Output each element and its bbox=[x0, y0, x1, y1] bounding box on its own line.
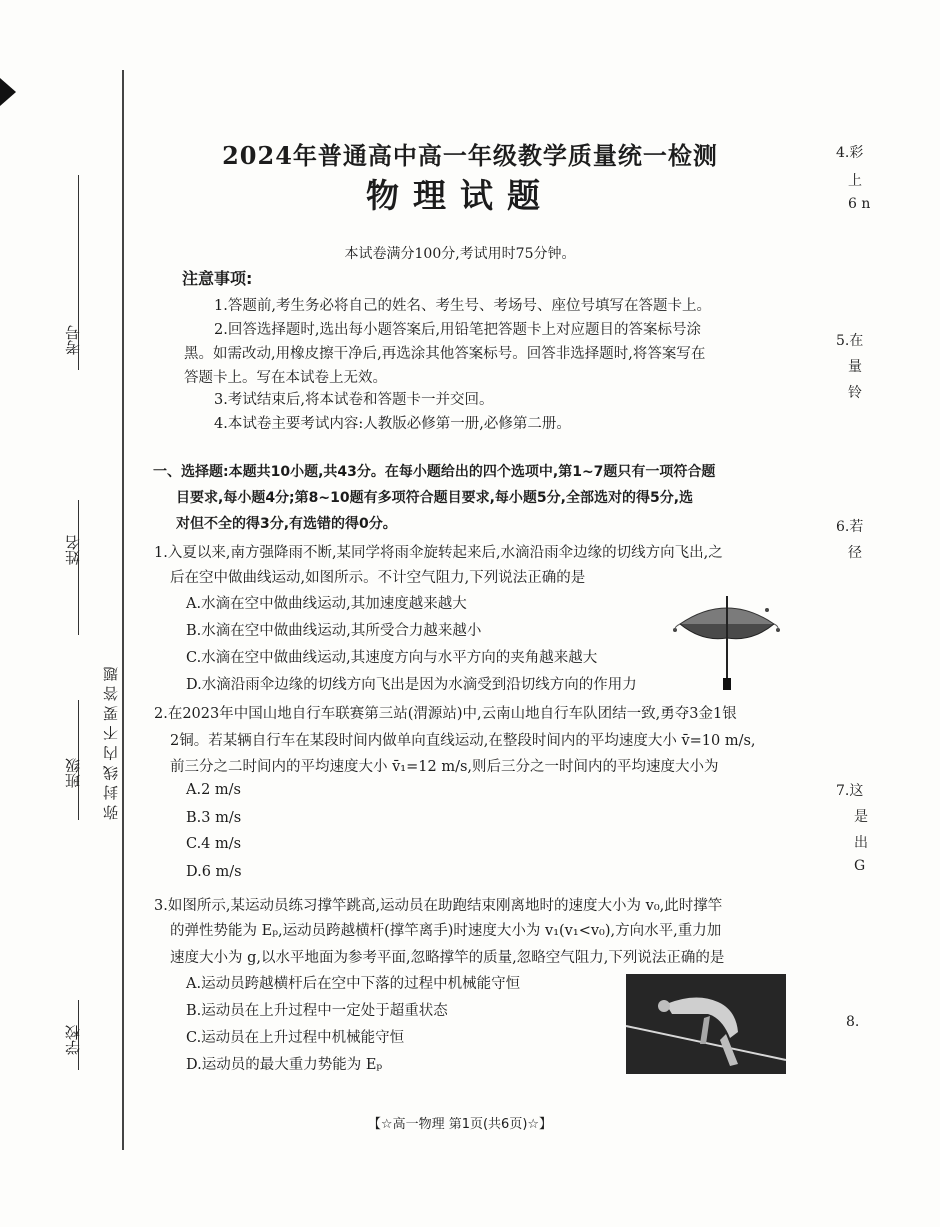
notice-line: 4.本试卷主要考试内容:人教版必修第一册,必修第二册。 bbox=[214, 416, 571, 432]
question-1-option-b: B.水滴在空中做曲线运动,其所受合力越来越小 bbox=[186, 623, 482, 639]
edge-fragment: 上 bbox=[848, 173, 862, 189]
edge-fragment: 5.在 bbox=[836, 333, 864, 349]
edge-fragment: 量 bbox=[848, 359, 862, 375]
section-instruction: 目要求,每小题4分;第8~10题有多项符合题目要求,每小题5分,全部选对的得5分,选 bbox=[176, 490, 694, 506]
question-2-stem: 2铜。若某辆自行车在某段时间内做单向直线运动,在整段时间内的平均速度大小 v̄=10 m/s, bbox=[170, 733, 756, 749]
edge-fragment: 径 bbox=[848, 545, 862, 561]
question-2-stem: 2.在2023年中国山地自行车联赛第三站(渭源站)中,云南山地自行车队团结一致,勇夺3金1银 bbox=[154, 706, 737, 722]
edge-fragment: 8. bbox=[846, 1014, 860, 1030]
margin-label-name: 姓名 bbox=[64, 535, 82, 565]
spinning-umbrella-figure bbox=[672, 594, 782, 694]
section-instruction: 对但不全的得3分,有选错的得0分。 bbox=[176, 516, 397, 532]
notice-heading: 注意事项: bbox=[182, 269, 253, 288]
notice-line: 答题卡上。写在本试卷上无效。 bbox=[184, 370, 387, 386]
notice-line: 2.回答选择题时,选出每小题答案后,用铅笔把答题卡上对应题目的答案标号涂 bbox=[214, 322, 702, 338]
margin-rule-2 bbox=[78, 500, 79, 635]
question-1-stem: 1.入夏以来,南方强降雨不断,某同学将雨伞旋转起来后,水滴沿雨伞边缘的切线方向飞出,之 bbox=[154, 545, 723, 561]
question-3-option-a: A.运动员跨越横杆后在空中下落的过程中机械能守恒 bbox=[186, 976, 521, 992]
edge-fragment: 出 bbox=[854, 835, 868, 851]
exam-title-top: 2024年普通高中高一年级教学质量统一检测 bbox=[222, 141, 718, 170]
edge-fragment: 是 bbox=[854, 809, 868, 825]
edge-fragment: G bbox=[854, 858, 866, 874]
seal-warning-text: 弥 封 线 内 不 要 答 题 bbox=[102, 666, 120, 820]
notice-line: 1.答题前,考生务必将自己的姓名、考生号、考场号、座位号填写在答题卡上。 bbox=[214, 298, 711, 314]
question-3-stem: 的弹性势能为 Eₚ,运动员跨越横杆(撑竿离手)时速度大小为 v₁(v₁<v₀),方向水平,重力加 bbox=[170, 923, 722, 939]
margin-label-class: 班级 bbox=[64, 758, 82, 788]
question-2-option-c: C.4 m/s bbox=[186, 836, 242, 852]
question-3-stem: 速度大小为 g,以水平地面为参考平面,忽略撑竿的质量,忽略空气阻力,下列说法正确的是 bbox=[170, 950, 725, 966]
margin-label-exam-number: 考号 bbox=[64, 325, 82, 355]
exam-subtitle: 本试卷满分100分,考试用时75分钟。 bbox=[344, 246, 576, 262]
question-2-option-b: B.3 m/s bbox=[186, 810, 242, 826]
edge-fragment: 4.彩 bbox=[836, 145, 864, 161]
question-1-option-a: A.水滴在空中做曲线运动,其加速度越来越大 bbox=[186, 596, 467, 612]
notice-line: 3.考试结束后,将本试卷和答题卡一并交回。 bbox=[214, 392, 494, 408]
question-1-option-c: C.水滴在空中做曲线运动,其速度方向与水平方向的夹角越来越大 bbox=[186, 650, 598, 666]
edge-fragment: 7.这 bbox=[836, 783, 864, 799]
question-3-option-d: D.运动员的最大重力势能为 Eₚ bbox=[186, 1057, 383, 1073]
question-1-option-d: D.水滴沿雨伞边缘的切线方向飞出是因为水滴受到沿切线方向的作用力 bbox=[186, 677, 637, 693]
edge-fragment: 6.若 bbox=[836, 519, 864, 535]
corner-triangle-mark bbox=[0, 78, 16, 106]
question-3-option-b: B.运动员在上升过程中一定处于超重状态 bbox=[186, 1003, 448, 1019]
exam-title-main: 物理试题 bbox=[366, 176, 554, 215]
page-footer: 【☆高一物理 第1页(共6页)☆】 bbox=[367, 1117, 553, 1132]
edge-fragment: 6 n bbox=[848, 196, 871, 212]
question-2-option-d: D.6 m/s bbox=[186, 864, 242, 880]
question-2-stem: 前三分之二时间内的平均速度大小 v̄₁=12 m/s,则后三分之一时间内的平均速度大小为 bbox=[170, 759, 719, 775]
notice-line: 黑。如需改动,用橡皮擦干净后,再选涂其他答案标号。回答非选择题时,将答案写在 bbox=[184, 346, 706, 362]
question-3-stem: 3.如图所示,某运动员练习撑竿跳高,运动员在助跑结束刚离地时的速度大小为 v₀,此时撑竿 bbox=[154, 898, 723, 914]
edge-fragment: 铃 bbox=[848, 385, 862, 401]
question-1-stem: 后在空中做曲线运动,如图所示。不计空气阻力,下列说法正确的是 bbox=[170, 570, 586, 586]
pole-vault-photo bbox=[626, 974, 786, 1074]
question-2-option-a: A.2 m/s bbox=[186, 782, 241, 798]
section-instruction: 一、选择题:本题共10小题,共43分。在每小题给出的四个选项中,第1~7题只有一项符合题 bbox=[153, 464, 716, 480]
margin-label-school: 学校 bbox=[64, 1025, 82, 1055]
seal-line bbox=[122, 70, 124, 1150]
question-3-option-c: C.运动员在上升过程中机械能守恒 bbox=[186, 1030, 405, 1046]
